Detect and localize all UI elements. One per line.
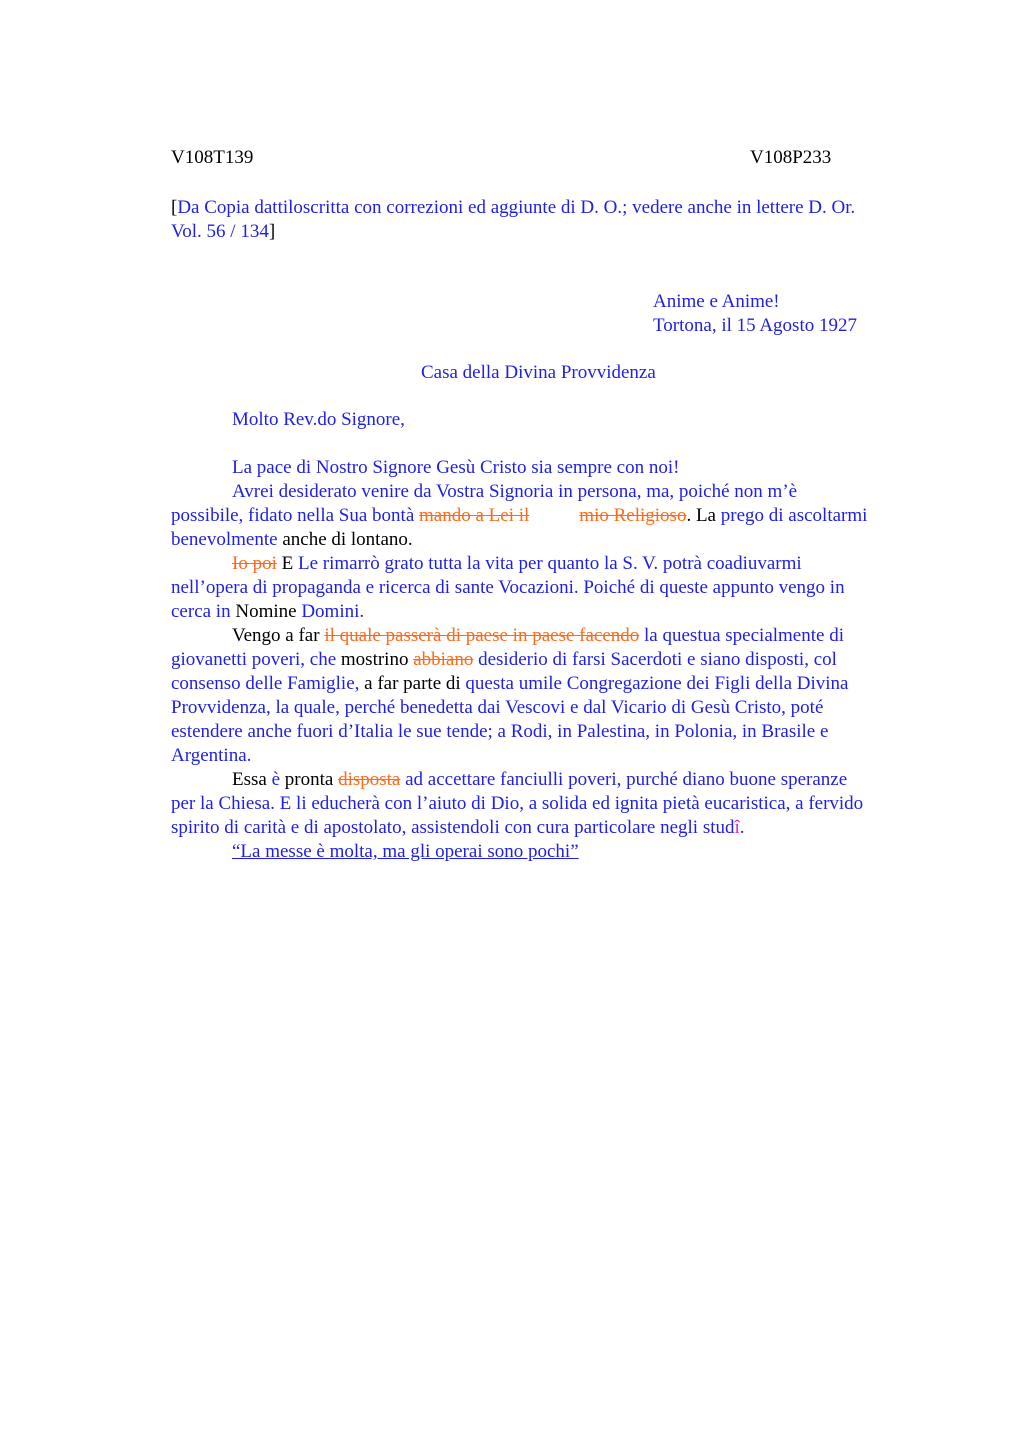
para-4-text-c: giovanetti poveri, che xyxy=(171,649,337,670)
para-5-text-c: pronta xyxy=(280,769,339,790)
para-2-text-d: benevolmente xyxy=(171,529,278,550)
left-code: V108T139 xyxy=(171,147,254,168)
para-4-text-g: a far parte di xyxy=(359,673,466,694)
deletion xyxy=(419,505,686,526)
para-3-text-b: Le rimarrò grato tutta la vita per quanto la S. V. potrà coadiuvarmi xyxy=(297,553,802,574)
para-4-line-4: Provvidenza, la quale, perché benedetta dai Vescovi e dal Vicario di Gesù Cristo, poté xyxy=(171,697,824,718)
para-1: La pace di Nostro Signore Gesù Cristo sia sempre con noi! xyxy=(232,457,680,478)
para-3-text-c: cerca in xyxy=(171,601,231,622)
right-code: V108P233 xyxy=(750,147,832,168)
para-5-text-e: spirito di carità e di apostolato, assistendoli con cura particolare negli stud xyxy=(171,817,735,838)
deleted-text: mando a Lei il xyxy=(419,505,530,526)
para-2-text-e: anche di lontano. xyxy=(277,529,413,550)
para-4-line-5: estendere anche fuori d’Italia le sue tende; a Rodi, in Palestina, in Polonia, in Brasile e xyxy=(171,721,829,742)
para-3-text-e: Domini. xyxy=(301,601,365,622)
para-4-text-d: mostrino xyxy=(336,649,414,670)
para-2-text-b: . La xyxy=(686,505,721,526)
motto: Anime e Anime! xyxy=(653,291,780,312)
para-3-line-2: nell’opera di propaganda e ricerca di sante Vocazioni. Poiché di queste appunto vengo in xyxy=(171,577,845,598)
para-2-text-c: prego di ascoltarmi xyxy=(720,505,868,526)
note-close-bracket: ] xyxy=(268,221,276,242)
deleted-text: Io poi xyxy=(232,553,277,574)
para-2-line-1: Avrei desiderato venire da Vostra Signoria in persona, ma, poiché non m’è xyxy=(232,481,798,502)
para-5-text-a: Essa xyxy=(232,769,272,790)
para-4-text-b: la questua specialmente di xyxy=(639,625,844,646)
quote: “La messe è molta, ma gli operai sono pochi” xyxy=(232,841,579,862)
para-4-text-f: consenso delle Famiglie, xyxy=(171,673,360,694)
note-line-1: Da Copia dattiloscritta con correzioni ed aggiunte di D. O.; vedere anche in lettere D. Or. xyxy=(177,197,856,218)
para-3-text-a: E xyxy=(276,553,298,574)
para-4-text-e: desiderio di farsi Sacerdoti e siano disposti, col xyxy=(473,649,837,670)
para-5-text-b: è xyxy=(271,769,281,790)
deleted-text: mio Religioso xyxy=(579,505,687,526)
salutation: Molto Rev.do Signore, xyxy=(232,409,405,430)
para-5-text-d: ad accettare fanciulli poveri, purché diano buone speranze xyxy=(400,769,848,790)
para-2-text-a: possibile, fidato nella Sua bontà xyxy=(171,505,420,526)
editorial-note xyxy=(171,196,855,244)
letter-body xyxy=(171,456,867,864)
added-mark: î xyxy=(734,817,740,838)
note-open-bracket: [ xyxy=(171,197,178,218)
para-5-line-2: per la Chiesa. E li educherà con l’aiuto di Dio, a solida ed ignita pietà eucaristica, a fervido xyxy=(171,793,864,814)
deleted-text: il quale passerà di paese in paese facendo xyxy=(324,625,640,646)
para-5-text-f: . xyxy=(739,817,745,838)
para-4-line-6: Argentina. xyxy=(171,745,252,766)
para-4-text-a: Vengo a far xyxy=(232,625,325,646)
para-3-text-d: Nomine xyxy=(230,601,302,622)
institution: Casa della Divina Provvidenza xyxy=(421,362,656,383)
note-line-2: Vol. 56 / 134 xyxy=(171,221,269,242)
deleted-text: abbiano xyxy=(413,649,474,670)
place-date: Tortona, il 15 Agosto 1927 xyxy=(653,315,857,336)
deleted-text: disposta xyxy=(338,769,401,790)
dateline xyxy=(653,290,857,338)
para-4-text-h: questa umile Congregazione dei Figli della Divina xyxy=(465,673,849,694)
